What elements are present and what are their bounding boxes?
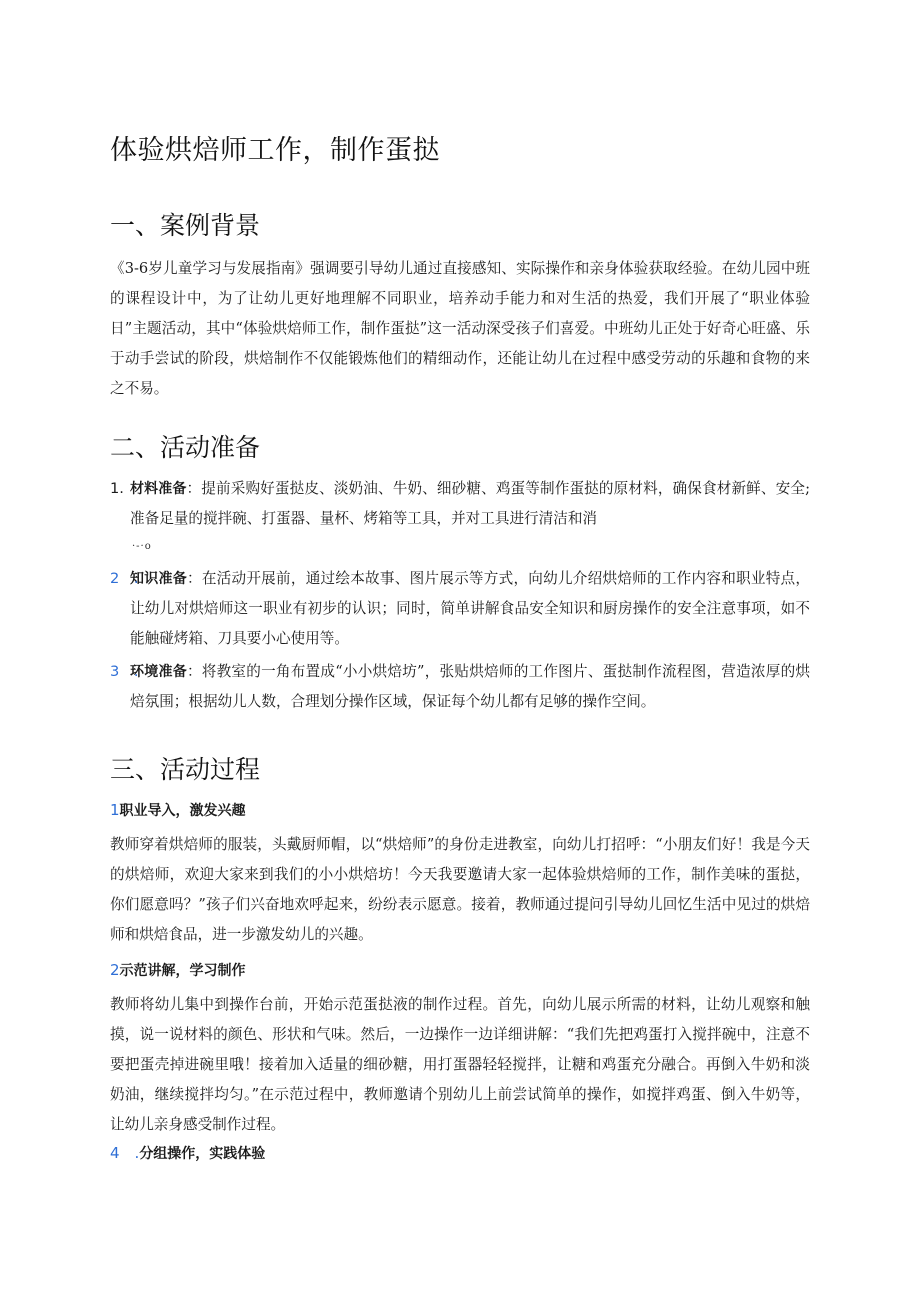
document-title: 体验烘焙师工作，制作蛋挞 [110,135,440,166]
step-heading-1 [110,800,246,820]
list-item-lead: 材料准备 [130,481,187,497]
step-number: 4 . [110,1144,140,1162]
step-number: 1 [110,801,120,819]
section-heading-background: 一、案例背景 [110,211,261,240]
step-title: 分组操作，实践体验 [139,1146,266,1162]
list-number: 1. [110,480,124,497]
list-number: 2 . [110,570,139,587]
section-heading-process: 三、活动过程 [110,755,261,784]
prep-item-materials [110,474,810,534]
step-heading-4 [110,1142,265,1163]
list-item-text: ：将教室的一角布置成“小小烘焙坊”，张贴烘焙师的工作图片、蛋挞制作流程图，营造浓厚的烘焙氛围；根据幼儿人数，合理划分操作区域，保证每个幼儿都有足够的操作空间。 [130,663,810,710]
step-title: 示范讲解，学习制作 [119,963,246,979]
list-item-lead: 环境准备 [130,664,187,680]
step-heading-2 [110,960,246,980]
section-heading-preparation: 二、活动准备 [110,433,261,462]
step-title: 职业导入，激发兴趣 [119,803,246,819]
list-item-body [110,474,810,534]
list-item-text: ：在活动开展前，通过绘本故事、图片展示等方式，向幼儿介绍烘焙师的工作内容和职业特点，让幼儿对烘焙师这一职业有初步的认识；同时，简单讲解食品安全知识和厨房操作的安全注意事项，如不能触碰烤箱、刀具要小心使用等。 [130,570,810,647]
list-item-lead: 知识准备 [130,571,187,587]
background-paragraph: 《3-6岁儿童学习与发展指南》强调要引导幼儿通过直接感知、实际操作和亲身体验获取经验。在幼儿园中班的课程设计中，为了让幼儿更好地理解不同职业，培养动手能力和对生活的热爱，我们开展了“职业体验日”主题活动，其中“体验烘焙师工作，制作蛋挞”这一活动深受孩子们喜爱。中班幼儿正处于好奇心旺盛、乐于动手尝试的阶段，烘焙制作不仅能锻炼他们的精细动作，还能让幼儿在过程中感受劳动的乐趣和食物的来之不易。 [110,260,810,397]
step-number: 2 [110,961,120,979]
list-item-body [110,564,810,654]
stray-mark: ·-·o [132,541,152,552]
list-number: 3 . [110,663,139,680]
step-paragraph-1: 教师穿着烘焙师的服装，头戴厨师帽，以“烘焙师”的身份走进教室，向幼儿打招呼：“小朋友们好！我是今天的烘焙师，欢迎大家来到我们的小小烘焙坊！今天我要邀请大家一起体验烘焙师的工作，制作美味的蛋挞，你们愿意吗？”孩子们兴奋地欢呼起来，纷纷表示愿意。接着，教师通过提问引导幼儿回忆生活中见过的烘焙师和烘焙食品，进一步激发幼儿的兴趣。 [110,836,810,943]
list-item-body [110,657,810,717]
step-paragraph-2: 教师将幼儿集中到操作台前，开始示范蛋挞液的制作过程。首先，向幼儿展示所需的材料，让幼儿观察和触摸，说一说材料的颜色、形状和气味。然后，一边操作一边详细讲解：“我们先把鸡蛋打入搅拌碗中，注意不要把蛋壳掉进碗里哦！接着加入适量的细砂糖，用打蛋器轻轻搅拌，让糖和鸡蛋充分融合。再倒入牛奶和淡奶油，继续搅拌均匀。”在示范过程中，教师邀请个别幼儿上前尝试简单的操作，如搅拌鸡蛋、倒入牛奶等，让幼儿亲身感受制作过程。 [110,996,810,1133]
list-item-text: ：提前采购好蛋挞皮、淡奶油、牛奶、细砂糖、鸡蛋等制作蛋挞的原材料，确保食材新鲜、安全;准备足量的搅拌碗、打蛋器、量杯、烤箱等工具，并对工具进行清洁和消 [130,480,811,527]
prep-item-knowledge [110,564,810,654]
prep-item-environment [110,657,810,717]
